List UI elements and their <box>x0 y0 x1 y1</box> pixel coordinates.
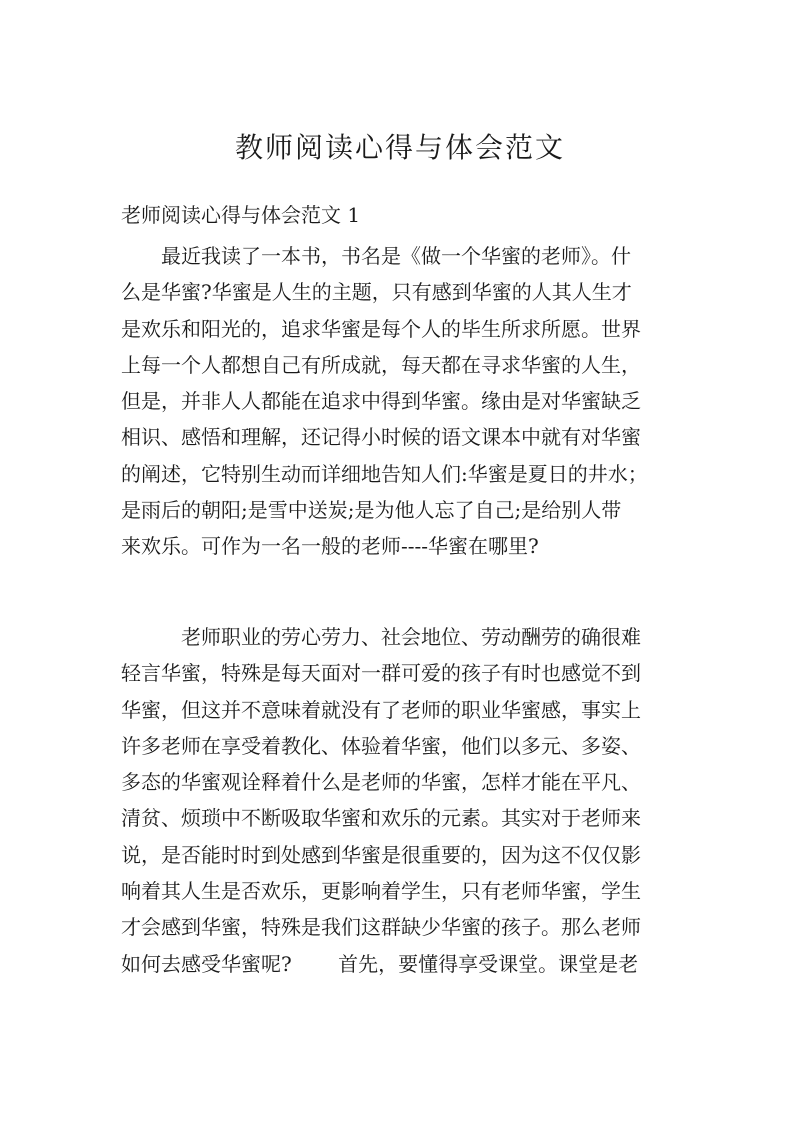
text-line: 是欢乐和阳光的，追求华蜜是每个人的毕生所求所愿。世界 <box>121 316 641 341</box>
text-line: 如何去感受华蜜呢? 首先，要懂得享受课堂。课堂是老 <box>121 951 639 976</box>
text-line: 轻言华蜜，特殊是每天面对一群可爱的孩子有时也感觉不到 <box>121 661 641 686</box>
text-line: 响着其人生是否欢乐，更影响着学生，只有老师华蜜，学生 <box>121 879 641 904</box>
section-heading: 老师阅读心得与体会范文 1 <box>121 203 361 227</box>
text-line: 老师职业的劳心劳力、社会地位、劳动酬劳的确很难 <box>121 625 641 649</box>
document-title: 教师阅读心得与体会范文 <box>234 131 565 164</box>
text-line: 相识、感悟和理解，还记得小时候的语文课本中就有对华蜜 <box>121 425 641 450</box>
text-line: 来欢乐。可作为一名一般的老师----华蜜在哪里? <box>121 534 539 559</box>
text-line: 上每一个人都想自己有所成就，每天都在寻求华蜜的人生， <box>121 352 641 377</box>
paragraph-1 <box>121 238 691 565</box>
text-line: 许多老师在享受着教化、体验着华蜜，他们以多元、多姿、 <box>121 733 641 758</box>
text-line: 才会感到华蜜，特殊是我们这群缺少华蜜的孩子。那么老师 <box>121 915 641 940</box>
text-line: 是雨后的朝阳;是雪中送炭;是为他人忘了自己;是给别人带 <box>121 498 622 523</box>
text-line: 多态的华蜜观诠释着什么是老师的华蜜，怎样才能在平凡、 <box>121 770 641 795</box>
text-line: 的阐述，它特别生动而详细地告知人们:华蜜是夏日的井水； <box>121 461 648 486</box>
text-line: 但是，并非人人都能在追求中得到华蜜。缘由是对华蜜缺乏 <box>121 389 641 414</box>
paragraph-2 <box>121 619 691 982</box>
text-line: 说，是否能时时到处感到华蜜是很重要的，因为这不仅仅影 <box>121 842 641 867</box>
text-line: 么是华蜜?华蜜是人生的主题，只有感到华蜜的人其人生才 <box>121 280 632 305</box>
text-line: 清贫、烦琐中不断吸取华蜜和欢乐的元素。其实对于老师来 <box>121 806 641 831</box>
text-line: 最近我读了一本书，书名是《做一个华蜜的老师》。什 <box>121 244 631 268</box>
text-line: 华蜜，但这并不意味着就没有了老师的职业华蜜感，事实上 <box>121 697 641 722</box>
